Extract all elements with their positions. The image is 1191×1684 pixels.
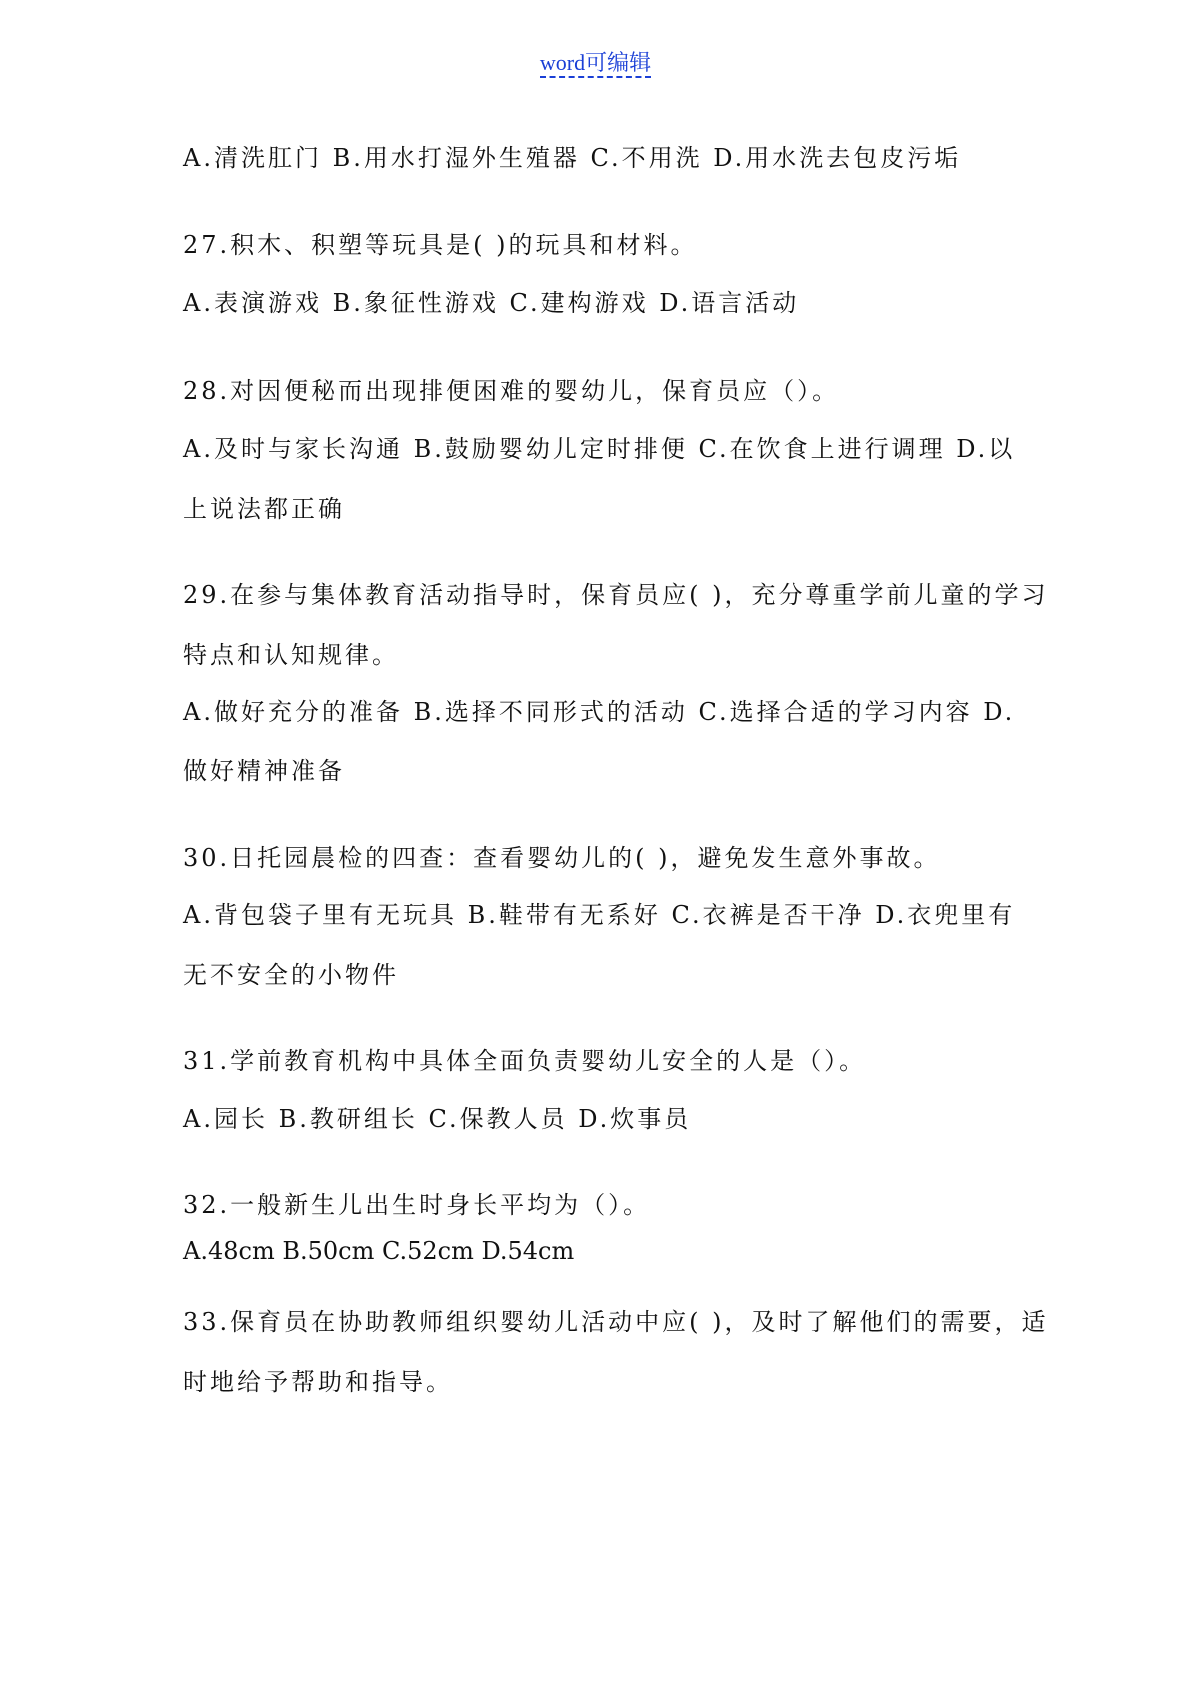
q33-question-line2: 时地给予帮助和指导。	[183, 1368, 453, 1396]
q31-options: A.园长 B.教研组长 C.保教人员 D.炊事员	[183, 1105, 692, 1133]
q29-question-line1: 29.在参与集体教育活动指导时，保育员应( )，充分尊重学前儿童的学习	[183, 581, 1049, 609]
q29-options-line2: 做好精神准备	[183, 757, 345, 785]
q27-question: 27.积木、积塑等玩具是( )的玩具和材料。	[183, 231, 698, 259]
q30-question: 30.日托园晨检的四查：查看婴幼儿的( )，避免发生意外事故。	[183, 844, 941, 872]
page-header	[0, 46, 1191, 77]
q28-options-line1: A.及时与家长沟通 B.鼓励婴幼儿定时排便 C.在饮食上进行调理 D.以	[183, 435, 1016, 463]
q30-options-line2: 无不安全的小物件	[183, 961, 399, 989]
q32-options: A.48cm B.50cm C.52cm D.54cm	[183, 1237, 575, 1265]
q32-question: 32.一般新生儿出生时身长平均为（）。	[183, 1191, 651, 1219]
q29-options-line1: A.做好充分的准备 B.选择不同形式的活动 C.选择合适的学习内容 D.	[183, 698, 1016, 726]
q29-question-line2: 特点和认知规律。	[183, 641, 399, 669]
q30-options-line1: A.背包袋子里有无玩具 B.鞋带有无系好 C.衣裤是否干净 D.衣兜里有	[183, 901, 1016, 929]
header-word-editable-link[interactable]: word可编辑	[540, 50, 651, 78]
q28-question: 28.对因便秘而出现排便困难的婴幼儿，保育员应（）。	[183, 377, 840, 405]
q27-options: A.表演游戏 B.象征性游戏 C.建构游戏 D.语言活动	[183, 289, 800, 317]
q31-question: 31.学前教育机构中具体全面负责婴幼儿安全的人是（）。	[183, 1047, 867, 1075]
q33-question-line1: 33.保育员在协助教师组织婴幼儿活动中应( )，及时了解他们的需要，适	[183, 1308, 1049, 1336]
q26-options: A.清洗肛门 B.用水打湿外生殖器 C.不用洗 D.用水洗去包皮污垢	[183, 144, 962, 172]
q28-options-line2: 上说法都正确	[183, 495, 345, 523]
